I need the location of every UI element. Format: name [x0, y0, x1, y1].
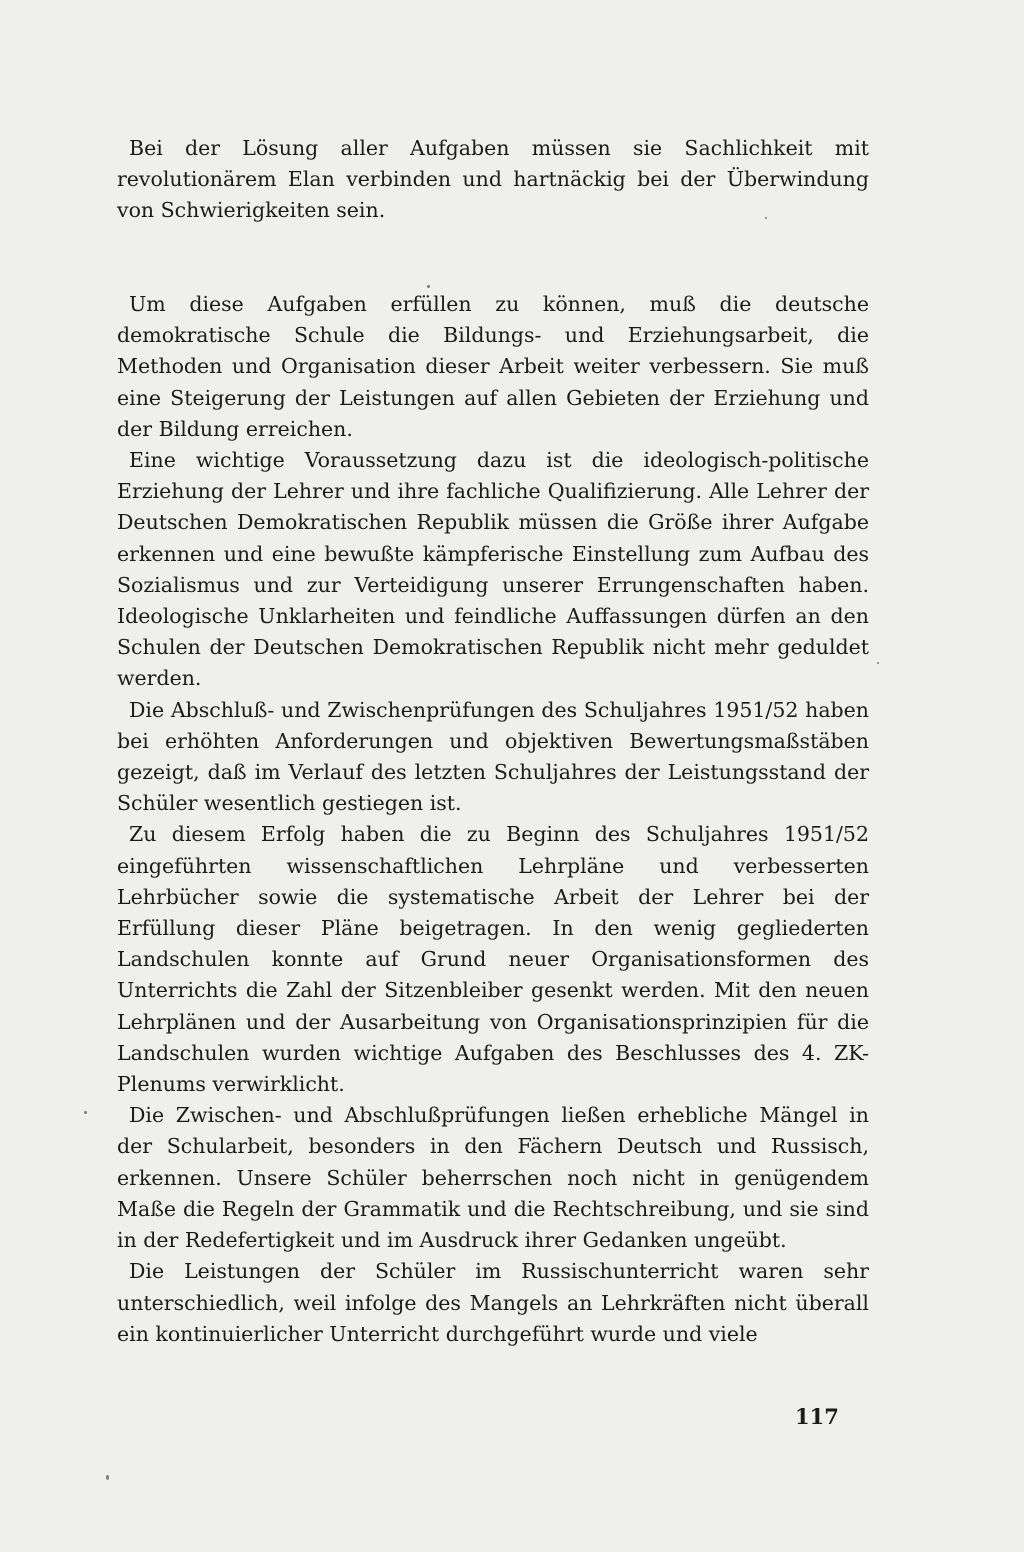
scan-speck — [427, 285, 430, 288]
paragraph: Die Abschluß- und Zwischenprüfungen des Schuljahres 1951/52 haben bei erhöhten Anforderungen und objektiven Bewertungsmaßstäben gezeigt, daß im Verlauf des letzten Schuljahres der Leistungsstand der Schüler wesentlich gestiegen ist. — [117, 697, 869, 816]
page-number: 117 — [795, 1404, 839, 1429]
paragraph: Die Leistungen der Schüler im Russischunterricht waren sehr unterschiedlich, weil infolge des Mangels an Lehrkräften nicht überall ein kontinuierlicher Unterricht durchgeführt wurde und viele — [117, 1259, 869, 1346]
scan-speck — [765, 217, 767, 219]
scan-speck — [877, 662, 879, 664]
paragraph: Zu diesem Erfolg haben die zu Beginn des Schuljahres 1951/52 eingeführten wissenschaftlichen Lehrpläne und verbesserten Lehrbücher sowie die systematische Arbeit der Lehrer bei der Erfüllung dieser Pläne beigetragen. In den wenig gegliederten Landschulen konnte auf Grund neuer Organisationsformen des Unterrichts die Zahl der Sitzenbleiber gesenkt werden. Mit den neuen Lehrplänen und der Ausarbeitung von Organisationsprinzipien für die Landschulen wurden wichtige Aufgaben des Beschlusses des 4. ZK-Plenums verwirklicht. — [117, 822, 869, 1097]
paragraph: Bei der Lösung aller Aufgaben müssen sie Sachlichkeit mit revolutionärem Elan verbinden und hartnäckig bei der Überwindung von Schwierigkeiten sein. — [117, 136, 869, 223]
text-block-main — [117, 289, 869, 1350]
text-block-top — [117, 133, 869, 227]
scan-speck — [84, 1111, 87, 1114]
paragraph: Um diese Aufgaben erfüllen zu können, muß die deutsche demokratische Schule die Bildungs- und Erziehungsarbeit, die Methoden und Organisation dieser Arbeit weiter verbessern. Sie muß eine Steigerung der Leistungen auf allen Gebieten der Erziehung und der Bildung erreichen. — [117, 292, 869, 441]
paragraph: Die Zwischen- und Abschlußprüfungen ließen erhebliche Mängel in der Schularbeit, besonders in den Fächern Deutsch und Russisch, erkennen. Unsere Schüler beherrschen noch nicht in genügendem Maße die Regeln der Grammatik und die Rechtschreibung, und sie sind in der Redefertigkeit und im Ausdruck ihrer Gedanken ungeübt. — [117, 1103, 869, 1253]
paragraph: Eine wichtige Voraussetzung dazu ist die ideologisch-politische Erziehung der Lehrer und ihre fachliche Qualifizierung. Alle Lehrer der Deutschen Demokratischen Republik müssen die Größe ihrer Aufgabe erkennen und eine bewußte kämpferische Einstellung zum Aufbau des Sozialismus und zur Verteidigung unserer Errungenschaften haben. Ideologische Unklarheiten und feindliche Auffassungen dürfen an den Schulen der Deutschen Demokratischen Republik nicht mehr geduldet werden. — [117, 448, 869, 691]
scan-speck — [106, 1475, 109, 1480]
